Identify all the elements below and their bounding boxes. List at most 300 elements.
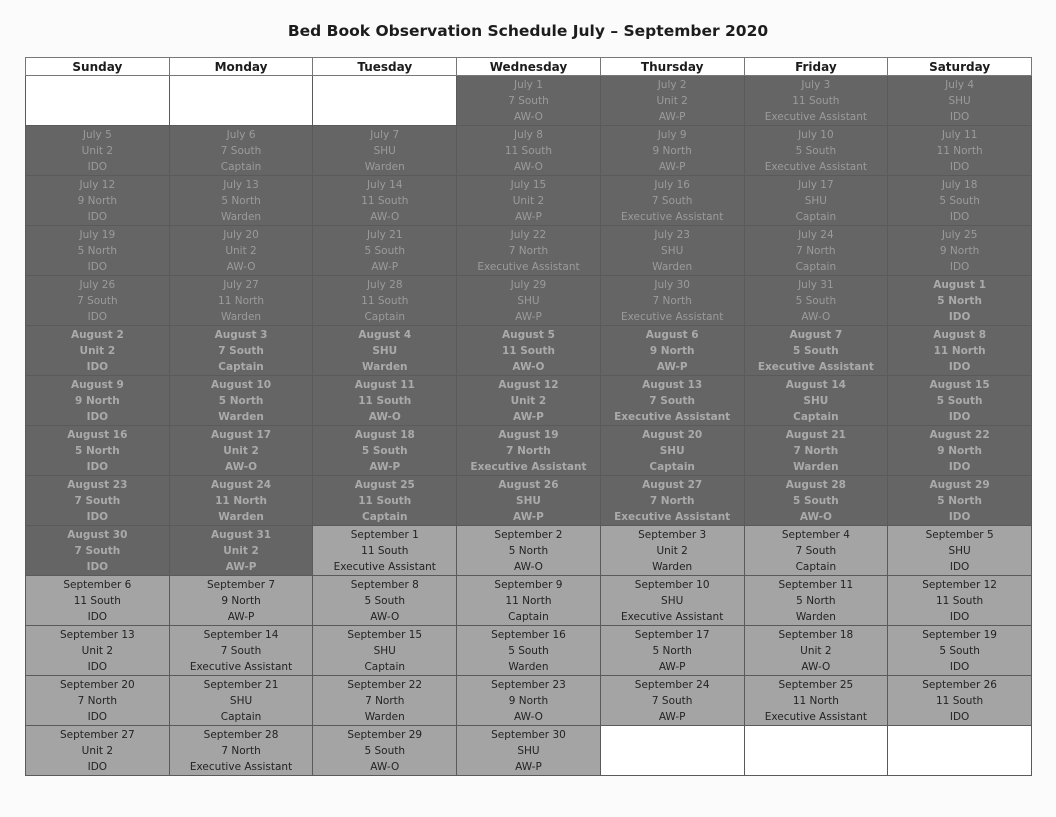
cell-role: AW-O [514,561,543,573]
cell-unit: 5 South [364,595,406,607]
cell-date: July 26 [79,279,116,291]
cell-unit: 11 South [361,295,409,307]
cell-unit: 7 South [651,195,693,207]
day-cell [744,226,888,276]
schedule-table [25,57,1032,776]
week-row [26,226,1032,276]
cell-date: September 2 [494,529,563,541]
cell-date: July 11 [941,129,978,141]
cell-date: September 15 [347,629,423,641]
day-cell [457,76,601,126]
cell-role: Warden [508,661,549,673]
cell-date: August 29 [929,479,990,491]
empty-day-cell [600,726,744,776]
cell-role: IDO [87,211,108,223]
cell-role: AW-O [801,311,831,323]
cell-date: July 19 [79,229,116,241]
day-cell [888,376,1032,426]
cell-date: September 28 [203,729,279,741]
cell-role: AW-P [371,261,399,273]
cell-unit: SHU [804,195,827,207]
cell-role: Captain [649,461,695,473]
day-cell [169,676,313,726]
cell-role: AW-P [513,511,544,523]
cell-date: September 13 [59,629,135,641]
cell-unit: Unit 2 [800,645,832,657]
day-cell [457,276,601,326]
cell-role: Warden [364,161,405,173]
cell-role: Executive Assistant [621,311,724,323]
cell-date: July 15 [510,179,547,191]
cell-date: August 18 [354,429,415,441]
cell-date: July 16 [654,179,690,191]
day-cell [457,226,601,276]
cell-unit: 11 South [358,395,412,407]
cell-date: September 6 [63,579,132,591]
cell-unit: Unit 2 [656,95,688,107]
cell-unit: 9 North [221,595,261,607]
cell-role: AW-P [658,111,686,123]
cell-unit: SHU [803,395,829,407]
day-cell [888,76,1032,126]
day-cell [26,176,170,226]
cell-date: August 9 [70,379,124,391]
cell-role: IDO [87,611,108,623]
cell-unit: 5 South [795,145,837,157]
day-cell [26,376,170,426]
cell-date: August 12 [498,379,559,391]
cell-role: Warden [795,611,836,623]
cell-role: Warden [364,711,405,723]
cell-date: September 23 [491,679,566,691]
cell-date: August 22 [929,429,990,441]
week-row [26,376,1032,426]
cell-role: AW-P [515,761,542,773]
cell-date: September 4 [781,529,850,541]
cell-date: September 18 [778,629,854,641]
day-cell [313,276,457,326]
day-cell [26,476,170,526]
cell-role: IDO [949,111,970,123]
day-cell [744,176,888,226]
cell-unit: 7 North [506,445,551,457]
cell-role: IDO [949,611,970,623]
cell-role: IDO [948,461,971,473]
day-cell [313,426,457,476]
cell-unit: 7 South [218,345,264,357]
cell-role: IDO [949,661,970,673]
day-cell [313,226,457,276]
cell-role: AW-O [512,361,545,373]
cell-unit: 5 South [508,645,549,657]
cell-role: Captain [795,561,837,573]
empty-day-cell [888,726,1032,776]
header-monday: Monday [169,58,313,76]
cell-role: AW-O [514,711,543,723]
day-cell [457,576,601,626]
cell-role: IDO [86,511,109,523]
day-cell [600,176,744,226]
day-cell [744,576,888,626]
cell-role: IDO [86,461,109,473]
empty-day-cell [169,76,313,126]
cell-role: Captain [795,211,837,223]
day-cell [169,176,313,226]
day-cell [313,476,457,526]
cell-unit: 11 South [358,495,412,507]
cell-role: AW-P [227,611,255,623]
cell-unit: 5 North [937,295,982,307]
cell-date: August 14 [785,379,846,391]
cell-unit: 5 South [939,645,980,657]
cell-unit: Unit 2 [512,195,545,207]
cell-role: AW-O [514,111,543,123]
cell-date: August 16 [67,429,128,441]
cell-unit: Unit 2 [510,395,547,407]
cell-date: July 13 [223,179,259,191]
day-cell [313,726,457,776]
cell-role: Captain [220,161,262,173]
cell-date: September 11 [778,579,854,591]
cell-unit: Unit 2 [81,645,114,657]
cell-unit: SHU [661,245,684,257]
day-cell [744,476,888,526]
week-row [26,726,1032,776]
cell-date: July 8 [514,129,543,141]
cell-unit: Unit 2 [81,145,114,157]
cell-unit: 7 South [508,95,549,107]
cell-role: AW-P [515,311,542,323]
week-row [26,626,1032,676]
day-cell [600,676,744,726]
cell-unit: 7 North [77,695,118,707]
cell-role: IDO [948,411,971,423]
cell-date: July 10 [798,129,834,141]
day-cell [169,126,313,176]
cell-role: AW-O [370,611,400,623]
cell-role: Executive Assistant [621,211,724,223]
day-cell [26,126,170,176]
cell-date: August 11 [354,379,415,391]
cell-role: IDO [87,761,108,773]
cell-date: August 4 [358,329,412,341]
cell-date: August 21 [785,429,846,441]
cell-date: July 17 [798,179,834,191]
cell-date: September 10 [634,579,710,591]
cell-unit: 7 North [652,295,692,307]
week-row [26,676,1032,726]
cell-unit: 7 South [220,145,262,157]
day-cell [600,426,744,476]
cell-unit: SHU [229,695,253,707]
day-cell [313,576,457,626]
cell-unit: 11 North [218,295,265,307]
cell-unit: 7 South [77,295,118,307]
week-row [26,526,1032,576]
cell-role: IDO [87,311,108,323]
week-row [26,326,1032,376]
cell-unit: 11 North [936,145,983,157]
cell-date: July 9 [657,129,687,141]
day-cell [169,626,313,676]
cell-unit: 11 North [792,695,839,707]
cell-role: AW-O [514,161,543,173]
cell-unit: Unit 2 [81,745,114,757]
day-cell [888,176,1032,226]
cell-unit: 11 North [933,345,986,357]
cell-role: IDO [948,511,971,523]
cell-role: Warden [793,461,839,473]
cell-unit: 9 North [75,395,120,407]
week-row [26,276,1032,326]
cell-unit: SHU [373,645,396,657]
day-cell [313,626,457,676]
day-cell [888,326,1032,376]
cell-role: IDO [949,161,970,173]
cell-role: Captain [364,661,406,673]
cell-unit: 9 North [77,195,118,207]
day-cell [313,376,457,426]
cell-role: IDO [86,361,109,373]
weekday-header-row [26,58,1032,76]
cell-date: August 8 [933,329,987,341]
cell-date: August 30 [67,529,128,541]
cell-role: Warden [218,411,264,423]
day-cell [744,426,888,476]
cell-date: September 17 [634,629,710,641]
cell-role: AW-O [368,411,401,423]
cell-role: Warden [652,561,693,573]
cell-unit: 5 South [793,495,839,507]
cell-unit: 7 South [74,495,121,507]
cell-role: Executive Assistant [189,661,293,673]
cell-role: AW-P [658,161,686,173]
day-cell [600,276,744,326]
cell-unit: 5 North [77,245,118,257]
cell-role: AW-O [799,511,832,523]
cell-unit: 11 South [792,95,840,107]
cell-date: July 5 [82,129,112,141]
day-cell [169,376,313,426]
day-cell [600,526,744,576]
day-cell [457,526,601,576]
cell-role: AW-P [513,411,544,423]
cell-date: September 3 [638,529,707,541]
cell-date: July 24 [798,229,834,241]
cell-role: Warden [361,361,408,373]
day-cell [744,526,888,576]
day-cell [744,626,888,676]
day-cell [313,676,457,726]
cell-date: July 7 [370,129,400,141]
cell-role: IDO [949,561,970,573]
cell-date: July 22 [510,229,547,241]
week-row [26,476,1032,526]
cell-role: Executive Assistant [764,711,868,723]
day-cell [26,576,170,626]
cell-role: IDO [87,661,108,673]
cell-date: July 23 [654,229,690,241]
day-cell [457,676,601,726]
cell-role: Executive Assistant [614,511,731,523]
cell-date: August 2 [70,329,124,341]
cell-date: August 19 [498,429,559,441]
cell-date: July 25 [941,229,978,241]
cell-unit: 5 South [793,345,839,357]
cell-date: August 3 [214,329,268,341]
cell-unit: 5 North [75,445,120,457]
day-cell [26,526,170,576]
day-cell [600,576,744,626]
cell-role: Warden [221,211,262,223]
cell-date: July 2 [657,79,687,91]
cell-date: September 29 [347,729,423,741]
day-cell [744,376,888,426]
cell-role: Captain [508,611,549,623]
cell-role: IDO [86,561,109,573]
cell-date: August 1 [933,279,987,291]
cell-unit: 5 North [796,595,836,607]
cell-unit: Unit 2 [225,245,257,257]
cell-date: July 21 [366,229,403,241]
header-thursday: Thursday [600,58,744,76]
cell-unit: 7 South [795,545,837,557]
cell-unit: 11 South [936,695,984,707]
day-cell [26,226,170,276]
cell-role: Captain [793,411,839,423]
header-wednesday: Wednesday [457,58,601,76]
day-cell [600,126,744,176]
cell-date: August 26 [498,479,559,491]
cell-role: Executive Assistant [764,161,868,173]
cell-date: September 26 [922,679,997,691]
cell-date: August 24 [210,479,272,491]
cell-date: September 21 [203,679,279,691]
cell-role: IDO [87,161,108,173]
cell-role: IDO [948,311,971,323]
cell-role: Captain [220,711,262,723]
cell-date: August 10 [210,379,272,391]
day-cell [313,176,457,226]
cell-date: July 31 [798,279,834,291]
cell-unit: 7 South [649,395,696,407]
cell-date: August 6 [645,329,699,341]
cell-unit: 5 South [364,745,406,757]
day-cell [169,226,313,276]
header-saturday: Saturday [888,58,1032,76]
cell-date: September 9 [494,579,563,591]
cell-unit: 5 North [937,495,982,507]
cell-date: August 17 [210,429,272,441]
day-cell [313,526,457,576]
day-cell [26,276,170,326]
cell-date: September 1 [350,529,419,541]
cell-unit: 5 North [221,195,261,207]
cell-role: Executive Assistant [470,461,587,473]
cell-date: August 5 [502,329,555,341]
cell-unit: SHU [659,445,685,457]
cell-role: IDO [948,361,971,373]
cell-date: August 15 [929,379,990,391]
cell-date: August 20 [642,429,703,441]
cell-date: August 28 [785,479,846,491]
cell-role: Executive Assistant [477,261,580,273]
cell-role: Captain [364,311,406,323]
cell-unit: 7 North [365,695,405,707]
cell-unit: 7 South [220,645,262,657]
cell-unit: 9 North [508,695,549,707]
cell-date: July 14 [366,179,403,191]
page-title: Bed Book Observation Schedule July – September 2020 [287,22,769,40]
cell-date: July 6 [226,129,256,141]
day-cell [888,276,1032,326]
cell-unit: 7 North [221,745,261,757]
cell-unit: 5 South [364,245,406,257]
day-cell [26,726,170,776]
cell-role: Warden [218,511,264,523]
cell-unit: 7 North [793,445,839,457]
cell-role: Captain [218,361,264,373]
cell-unit: 7 South [74,545,121,557]
cell-unit: SHU [517,745,540,757]
cell-role: Executive Assistant [764,111,868,123]
cell-unit: 9 North [649,345,695,357]
cell-role: IDO [949,711,970,723]
cell-unit: 5 North [508,545,549,557]
cell-unit: SHU [373,145,396,157]
cell-role: AW-P [515,211,542,223]
cell-unit: 11 South [504,145,553,157]
day-cell [600,376,744,426]
cell-role: IDO [949,261,970,273]
day-cell [888,476,1032,526]
cell-date: September 12 [922,579,997,591]
day-cell [744,276,888,326]
day-cell [744,126,888,176]
cell-role: Executive Assistant [757,361,874,373]
day-cell [457,326,601,376]
cell-unit: Unit 2 [656,545,688,557]
cell-date: July 29 [510,279,547,291]
day-cell [600,76,744,126]
cell-unit: 9 North [939,245,980,257]
cell-unit: SHU [517,295,540,307]
week-row [26,126,1032,176]
cell-role: AW-P [658,661,686,673]
day-cell [888,576,1032,626]
cell-role: Captain [795,261,837,273]
cell-unit: 7 North [649,495,695,507]
cell-date: August 13 [642,379,703,391]
cell-role: Warden [652,261,693,273]
cell-role: AW-O [225,461,258,473]
day-cell [744,676,888,726]
cell-date: September 24 [634,679,710,691]
cell-unit: 11 South [361,195,409,207]
day-cell [457,626,601,676]
empty-day-cell [313,76,457,126]
cell-unit: SHU [948,95,971,107]
cell-role: Warden [221,311,262,323]
empty-day-cell [26,76,170,126]
cell-unit: 7 North [508,245,549,257]
day-cell [26,676,170,726]
day-cell [600,226,744,276]
day-cell [457,376,601,426]
day-cell [169,726,313,776]
cell-date: July 3 [801,79,831,91]
week-row [26,426,1032,476]
